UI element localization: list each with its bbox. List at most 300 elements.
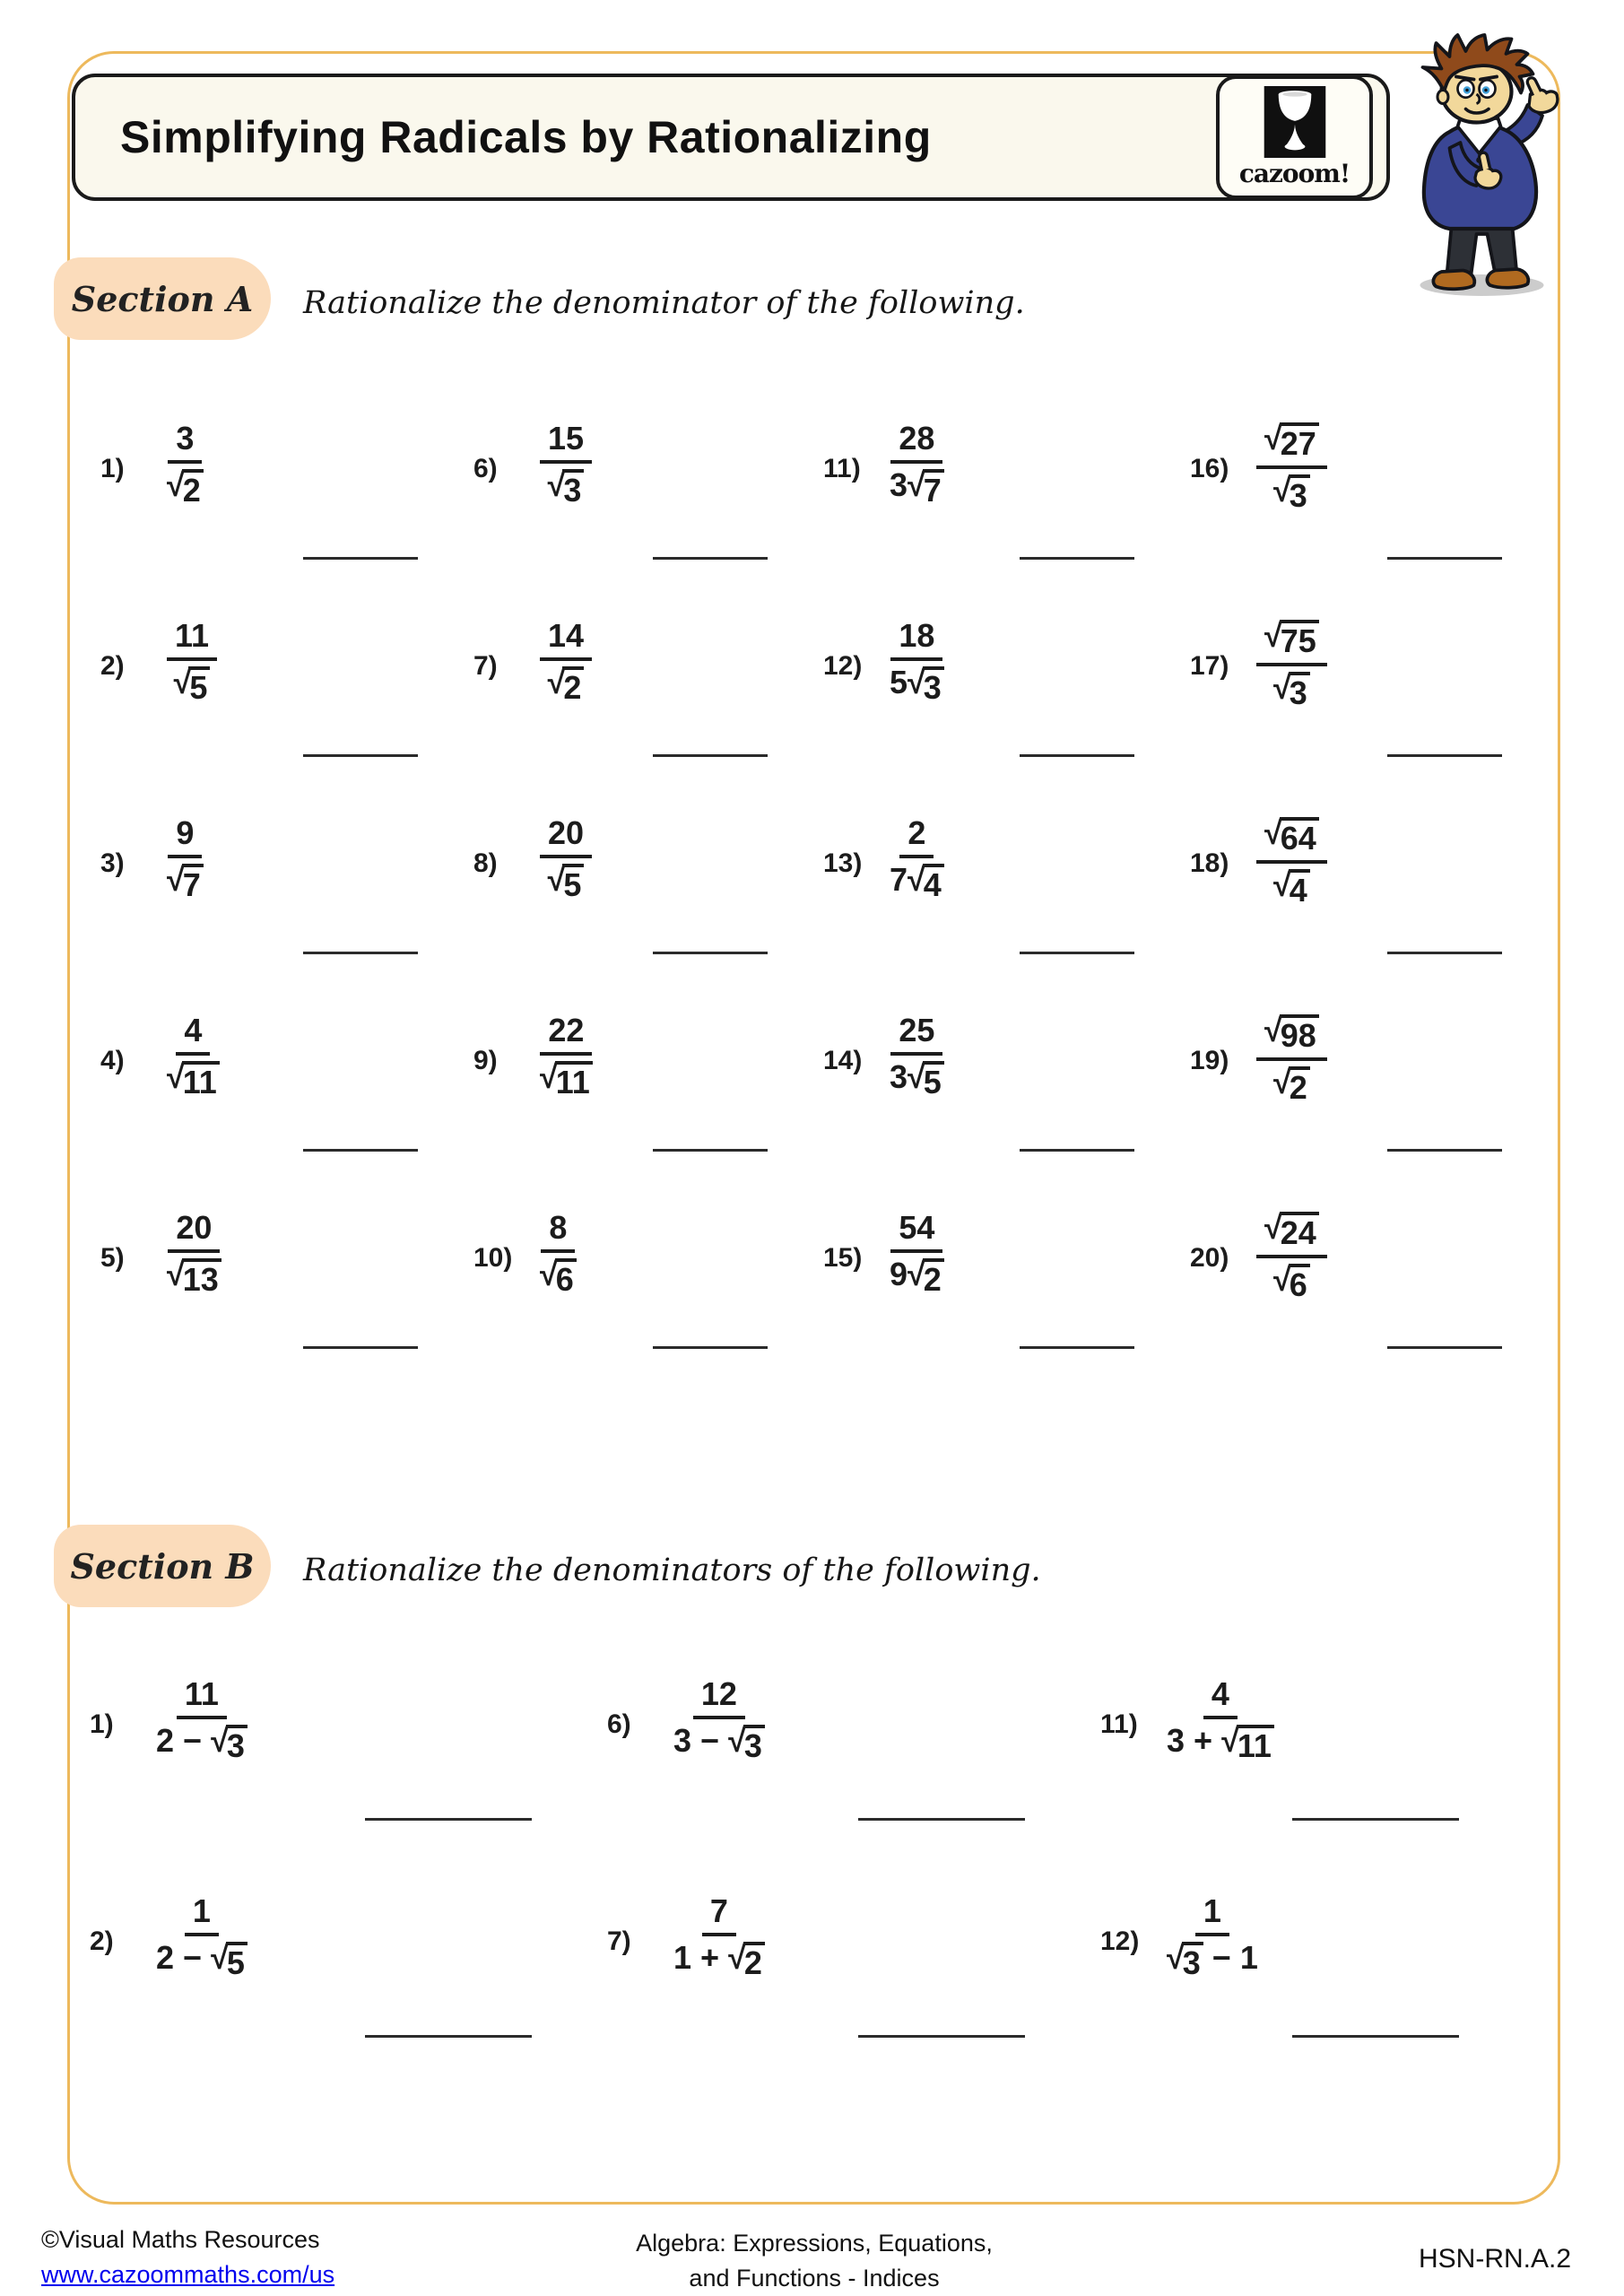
fraction-numerator [890, 1209, 942, 1253]
denominator-radical [1221, 1722, 1274, 1764]
denominator-radicand: 5 [226, 1942, 248, 1979]
fraction [540, 617, 592, 704]
footer-left [41, 2222, 334, 2292]
denominator-radical [1273, 866, 1310, 909]
fraction-denominator [890, 661, 944, 704]
denominator-radicand: 3 [1182, 1942, 1203, 1979]
fraction [1256, 420, 1327, 512]
denominator-radicand: 7 [923, 469, 944, 507]
fraction-numerator [693, 1675, 745, 1719]
problem-cell [1190, 606, 1558, 804]
fraction [167, 617, 217, 704]
section-a-problems [100, 409, 1558, 1396]
answer-blank [1020, 754, 1134, 757]
denominator-radicand: 3 [743, 1725, 765, 1762]
fraction-denominator [174, 661, 211, 704]
denominator-radical [548, 666, 585, 704]
denominator-radical [1273, 669, 1310, 711]
denominator-prefix: 5 [890, 664, 908, 700]
denominator-radical [728, 1722, 765, 1764]
numerator-radicand: 24 [1280, 1212, 1319, 1249]
problem [100, 1198, 473, 1296]
fraction-numerator [899, 814, 934, 858]
fraction-numerator [1256, 617, 1327, 666]
fraction-denominator [890, 1056, 944, 1099]
denominator-radicand: 11 [182, 1061, 220, 1099]
answer-blank [1020, 1346, 1134, 1349]
denominator-radicand: 3 [1289, 474, 1310, 512]
answer-blank [653, 754, 768, 757]
denominator-radicand: 6 [1289, 1264, 1310, 1301]
fraction [890, 420, 944, 507]
title-box [72, 74, 1390, 201]
problem-number: 1) [90, 1709, 114, 1739]
answer-blank [303, 754, 418, 757]
fraction-denominator [167, 1253, 221, 1296]
problem-number: 10) [473, 1243, 513, 1273]
footer-category [523, 2226, 1106, 2296]
problem [90, 1882, 607, 1979]
denominator-radicand: 3 [1289, 672, 1310, 709]
fraction-denominator [673, 1936, 765, 1979]
problem-number: 1) [100, 454, 125, 483]
denominator-radical [211, 1939, 248, 1981]
fraction-numerator [1256, 814, 1327, 864]
problem-number: 7) [473, 651, 498, 681]
denominator-radical [1273, 474, 1310, 512]
problem-cell [1190, 1001, 1558, 1198]
denominator-prefix: 3 − [673, 1722, 729, 1759]
standard-code: HSN-RN.A.2 [1419, 2244, 1572, 2274]
radical-sign-icon: √ [1264, 1012, 1282, 1048]
problem-number: 3) [100, 848, 125, 878]
problem [823, 1198, 1190, 1296]
numerator-text: 9 [176, 814, 195, 851]
problem-cell [473, 1001, 823, 1198]
category-line1: Algebra: Expressions, Equations, [636, 2230, 993, 2257]
answer-blank [365, 1818, 532, 1821]
fraction-numerator [1195, 1892, 1229, 1936]
fraction [890, 814, 944, 901]
fraction-denominator [890, 858, 944, 901]
answer-blank [303, 952, 418, 954]
numerator-radical [1264, 617, 1319, 659]
problem [473, 606, 823, 704]
radical-sign-icon: √ [540, 1256, 558, 1292]
problem [1190, 804, 1558, 907]
fraction-numerator [1256, 420, 1327, 469]
problem-cell [823, 606, 1190, 804]
answer-blank [1387, 754, 1502, 757]
fraction-denominator [1273, 1258, 1310, 1301]
fraction [1167, 1675, 1274, 1762]
answer-blank [1292, 1818, 1459, 1821]
problem-number: 17) [1190, 651, 1229, 681]
numerator-text: 14 [548, 617, 585, 654]
fraction [540, 814, 592, 901]
denominator-radicand: 2 [923, 1258, 944, 1296]
radical-sign-icon: √ [167, 1058, 185, 1095]
numerator-text: 11 [175, 617, 210, 654]
answer-blank [1387, 557, 1502, 560]
section-a-instruction: Rationalize the denominator of the following. [303, 285, 1025, 321]
denominator-radical [908, 1258, 944, 1296]
denominator-radicand: 7 [182, 864, 204, 901]
problem-cell [1190, 804, 1558, 1001]
fraction-denominator [548, 464, 585, 507]
problem-number: 16) [1190, 454, 1229, 483]
fraction [167, 814, 204, 901]
answer-blank [858, 1818, 1025, 1821]
answer-blank [858, 2035, 1025, 2038]
denominator-suffix: − 1 [1203, 1939, 1258, 1976]
problem-cell [100, 1001, 473, 1198]
denominator-radicand: 2 [182, 469, 204, 507]
fraction-denominator [156, 1719, 248, 1762]
denominator-prefix: 9 [890, 1256, 908, 1292]
problem [1190, 1198, 1558, 1301]
numerator-text: 25 [899, 1012, 935, 1048]
answer-blank [365, 2035, 532, 2038]
fraction-denominator [890, 1253, 944, 1296]
numerator-text: 8 [549, 1209, 568, 1246]
denominator-radical [167, 466, 204, 509]
numerator-radical [1264, 1209, 1319, 1251]
problem [823, 804, 1190, 901]
fraction-numerator [541, 1209, 575, 1253]
problem-number: 14) [823, 1046, 863, 1075]
problem [473, 1198, 823, 1296]
radical-sign-icon: √ [908, 1256, 925, 1292]
fraction-numerator [1203, 1675, 1238, 1719]
fraction-numerator [185, 1892, 219, 1936]
radical-sign-icon: √ [547, 466, 566, 503]
answer-blank [303, 1346, 418, 1349]
numerator-radical [1264, 814, 1319, 857]
problem-number: 2) [90, 1926, 114, 1956]
fraction-denominator [167, 1056, 220, 1099]
answer-blank [1292, 2035, 1459, 2038]
answer-blank [1387, 952, 1502, 954]
problem-number: 6) [607, 1709, 631, 1739]
fraction-numerator [540, 617, 592, 661]
problem-cell [823, 1198, 1190, 1396]
denominator-radicand: 11 [555, 1061, 593, 1099]
fraction [1256, 1209, 1327, 1301]
radical-sign-icon: √ [211, 1722, 229, 1759]
problem-number: 11) [823, 454, 861, 483]
problem [1100, 1882, 1534, 1979]
radical-sign-icon: √ [1273, 472, 1291, 509]
problem-cell [1190, 1198, 1558, 1396]
fraction [1256, 1012, 1327, 1104]
numerator-text: 20 [176, 1209, 213, 1246]
denominator-radical [908, 861, 944, 903]
fraction-numerator [540, 814, 592, 858]
fraction [1256, 617, 1327, 709]
answer-blank [1020, 952, 1134, 954]
cazoom-logo-badge [1216, 75, 1373, 199]
denominator-radical [540, 1058, 593, 1100]
radical-sign-icon: √ [728, 1939, 746, 1976]
problem-number: 2) [100, 651, 125, 681]
website-link[interactable]: www.cazoommaths.com/us [41, 2261, 335, 2289]
problem [100, 1001, 473, 1099]
problem-number: 20) [1190, 1243, 1229, 1273]
denominator-prefix: 3 [890, 1058, 908, 1095]
problem-cell [90, 1882, 607, 2099]
denominator-radical [908, 666, 944, 704]
denominator-radical [167, 1058, 220, 1100]
fraction [1256, 814, 1327, 907]
problem-number: 13) [823, 848, 863, 878]
problem-cell [823, 804, 1190, 1001]
numerator-text: 3 [176, 420, 195, 457]
problem [100, 804, 473, 901]
denominator-radicand: 2 [743, 1942, 765, 1979]
fraction [167, 420, 204, 507]
problem [1190, 409, 1558, 512]
section-a-pill [54, 257, 271, 340]
numerator-text: 11 [184, 1675, 219, 1712]
problem-number: 12) [823, 651, 863, 681]
fraction-denominator [167, 858, 204, 901]
radical-sign-icon: √ [1264, 814, 1282, 851]
problem [100, 606, 473, 704]
fraction-numerator [1256, 1209, 1327, 1258]
denominator-radical [908, 1058, 944, 1100]
problem-cell [90, 1665, 607, 1882]
fraction-numerator [168, 420, 202, 464]
problem [1190, 606, 1558, 709]
denominator-prefix: 7 [890, 861, 908, 898]
problem [473, 804, 823, 901]
radical-sign-icon: √ [908, 466, 925, 503]
answer-blank [303, 1149, 418, 1152]
radical-sign-icon: √ [1221, 1722, 1239, 1759]
problem-number: 9) [473, 1046, 498, 1075]
radical-sign-icon: √ [1273, 1064, 1291, 1100]
fraction [167, 1012, 220, 1099]
radical-sign-icon: √ [1264, 617, 1282, 654]
numerator-radicand: 64 [1280, 817, 1319, 855]
fraction-numerator [890, 1012, 942, 1056]
radical-sign-icon: √ [908, 664, 925, 700]
problem-cell [473, 804, 823, 1001]
fraction-numerator [540, 1012, 592, 1056]
problem-cell [823, 409, 1190, 606]
fraction-numerator [177, 1675, 227, 1719]
fraction-denominator [540, 1056, 593, 1099]
fraction-denominator [167, 464, 204, 507]
numerator-text: 28 [899, 420, 935, 457]
fraction-numerator [540, 420, 592, 464]
denominator-radical [540, 1258, 577, 1296]
radical-sign-icon: √ [547, 861, 566, 898]
radical-sign-icon: √ [1167, 1939, 1185, 1976]
fraction [673, 1675, 765, 1762]
numerator-text: 1 [192, 1892, 211, 1929]
denominator-prefix: 3 [890, 466, 908, 503]
radical-sign-icon: √ [1264, 1209, 1282, 1246]
numerator-text: 4 [184, 1012, 203, 1048]
denominator-radical [547, 466, 585, 509]
numerator-text: 54 [899, 1209, 935, 1246]
fraction-denominator [1273, 1061, 1310, 1104]
numerator-text: 22 [548, 1012, 585, 1048]
denominator-radical [1167, 1939, 1203, 1981]
section-b-instruction: Rationalize the denominators of the following. [303, 1552, 1041, 1588]
denominator-radicand: 13 [182, 1258, 221, 1296]
fraction-numerator [176, 1012, 210, 1056]
problem [473, 1001, 823, 1099]
fraction-numerator [890, 617, 942, 661]
fraction [673, 1892, 765, 1979]
denominator-radicand: 4 [1289, 869, 1310, 907]
problem [823, 409, 1190, 507]
fraction [1167, 1892, 1258, 1979]
problem-number: 8) [473, 848, 498, 878]
problem [1100, 1665, 1534, 1762]
fraction-denominator [540, 1253, 577, 1296]
numerator-radicand: 75 [1280, 620, 1319, 657]
answer-blank [653, 1346, 768, 1349]
problem-cell [823, 1001, 1190, 1198]
problem [90, 1665, 607, 1762]
denominator-radical [167, 1258, 221, 1296]
fraction-denominator [1273, 864, 1310, 907]
fraction [540, 1012, 593, 1099]
problem-number: 5) [100, 1243, 125, 1273]
problem-number: 7) [607, 1926, 631, 1956]
page-title: Simplifying Radicals by Rationalizing [120, 112, 932, 162]
fraction [890, 1012, 944, 1099]
fraction [890, 1209, 944, 1296]
fraction-denominator [673, 1719, 765, 1762]
numerator-radical [1264, 1014, 1319, 1052]
fraction [156, 1892, 248, 1979]
fraction-numerator [890, 420, 942, 464]
problem [473, 409, 823, 507]
radical-sign-icon: √ [908, 861, 925, 898]
cazoom-goblet-icon [1264, 86, 1326, 158]
radical-sign-icon: √ [1273, 866, 1291, 903]
fraction [156, 1675, 248, 1762]
fraction-denominator [1273, 666, 1310, 709]
denominator-radicand: 11 [1237, 1725, 1274, 1762]
fraction-numerator [168, 814, 202, 858]
problem-cell [473, 606, 823, 804]
fraction [540, 420, 592, 507]
denominator-radicand: 5 [923, 1061, 944, 1099]
numerator-text: 1 [1203, 1892, 1221, 1929]
problem [823, 606, 1190, 704]
numerator-text: 2 [908, 814, 926, 851]
denominator-radicand: 5 [188, 666, 210, 704]
fraction-denominator [890, 464, 944, 507]
fraction-denominator [1167, 1719, 1274, 1762]
numerator-text: 20 [548, 814, 585, 851]
problem-cell [100, 1198, 473, 1396]
radical-sign-icon: √ [1264, 420, 1282, 457]
fraction-denominator [1273, 469, 1310, 512]
fraction [890, 617, 944, 704]
numerator-text: 18 [899, 617, 935, 654]
problem-number: 19) [1190, 1046, 1229, 1075]
numerator-radicand: 98 [1280, 1014, 1319, 1052]
radical-sign-icon: √ [1273, 669, 1291, 706]
cazoom-logo-text: cazoom! [1238, 159, 1350, 188]
denominator-radical [174, 666, 211, 704]
radical-sign-icon: √ [173, 664, 192, 700]
answer-blank [1020, 1149, 1134, 1152]
section-b-problems [90, 1665, 1534, 2099]
radical-sign-icon: √ [211, 1939, 229, 1976]
answer-blank [1387, 1149, 1502, 1152]
numerator-radical [1264, 422, 1319, 460]
problem [823, 1001, 1190, 1099]
radical-sign-icon: √ [540, 1058, 558, 1095]
problem-number: 11) [1100, 1709, 1138, 1739]
problem-cell [100, 804, 473, 1001]
fraction [167, 1209, 221, 1296]
problem-number: 18) [1190, 848, 1229, 878]
denominator-prefix: 2 − [156, 1722, 212, 1759]
problem-cell [1190, 409, 1558, 606]
numerator-text: 12 [700, 1675, 737, 1712]
fraction [540, 1209, 577, 1296]
denominator-radical [908, 466, 944, 509]
radical-sign-icon: √ [547, 664, 566, 700]
answer-blank [653, 557, 768, 560]
fraction-denominator [548, 661, 585, 704]
category-line2: and Functions - Indices [689, 2265, 940, 2292]
radical-sign-icon: √ [908, 1058, 925, 1095]
problem-number: 6) [473, 454, 498, 483]
radical-sign-icon: √ [167, 861, 185, 898]
problem-cell [607, 1665, 1100, 1882]
numerator-text: 15 [548, 420, 585, 457]
fraction-denominator [548, 858, 585, 901]
copyright-text: ©Visual Maths Resources [41, 2226, 320, 2253]
denominator-radical [1273, 1261, 1310, 1303]
problem-number: 15) [823, 1243, 863, 1273]
fraction-numerator [167, 617, 217, 661]
answer-blank [1387, 1346, 1502, 1349]
problem-cell [100, 606, 473, 804]
problem-number: 12) [1100, 1926, 1140, 1956]
denominator-radicand: 2 [1289, 1066, 1310, 1104]
denominator-prefix: 1 + [673, 1939, 729, 1976]
radical-sign-icon: √ [167, 466, 185, 503]
mascot-character [1385, 32, 1592, 301]
radical-sign-icon: √ [1273, 1261, 1291, 1298]
denominator-radicand: 3 [226, 1725, 248, 1762]
section-b-label: Section B [70, 1545, 255, 1587]
problem-cell [473, 409, 823, 606]
denominator-radicand: 4 [923, 864, 944, 901]
denominator-radicand: 6 [555, 1258, 577, 1296]
section-b-pill [54, 1525, 271, 1607]
answer-blank [1020, 557, 1134, 560]
denominator-prefix: 3 + [1167, 1722, 1222, 1759]
denominator-radical [167, 861, 204, 903]
problem-cell [100, 409, 473, 606]
denominator-radical [547, 861, 585, 903]
denominator-radicand: 3 [923, 666, 944, 704]
fraction-denominator [156, 1936, 248, 1979]
fraction-denominator [1167, 1936, 1258, 1979]
